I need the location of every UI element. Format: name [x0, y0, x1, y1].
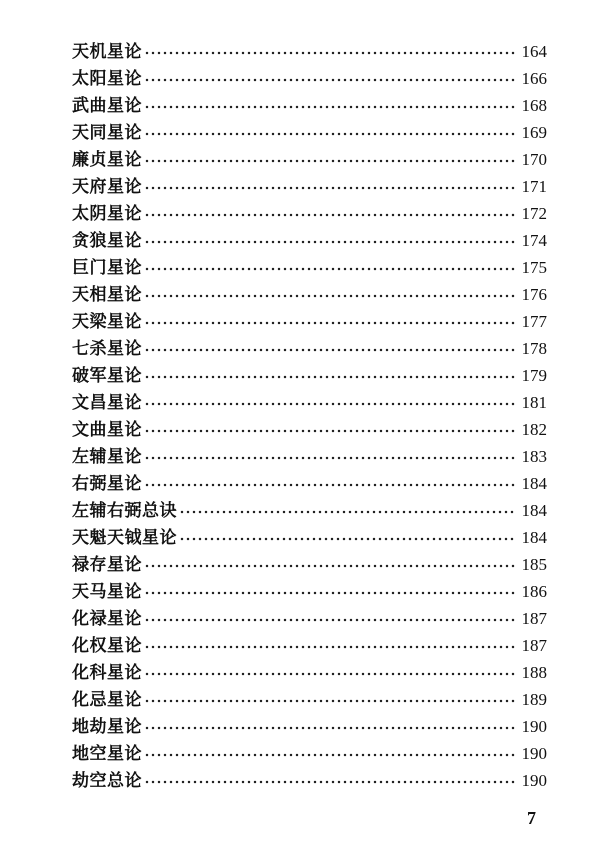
toc-entry-title: 化忌星论	[72, 690, 142, 710]
dot-leader	[179, 507, 515, 516]
toc-entry-title: 天同星论	[72, 123, 142, 143]
toc-entry-title: 天机星论	[72, 42, 142, 62]
dot-leader	[144, 561, 515, 570]
toc-entry-title: 天府星论	[72, 177, 142, 197]
toc-entry-page: 186	[521, 582, 547, 601]
toc-entry-page: 164	[521, 42, 547, 61]
toc-entry-page: 185	[521, 555, 547, 574]
dot-leader	[144, 48, 515, 57]
toc-entry	[72, 443, 547, 470]
toc-entry-title: 右弼星论	[72, 474, 142, 494]
toc-entry-page: 171	[521, 177, 547, 196]
toc-entry-title: 巨门星论	[72, 258, 142, 278]
toc-entry	[72, 281, 547, 308]
toc-entry-page: 189	[521, 690, 547, 709]
toc-entry-title: 天魁天钺星论	[72, 528, 177, 548]
toc-entry-page: 187	[521, 636, 547, 655]
toc-entry-title: 天相星论	[72, 285, 142, 305]
toc-entry	[72, 578, 547, 605]
toc-entry-page: 178	[521, 339, 547, 358]
dot-leader	[144, 399, 515, 408]
dot-leader	[144, 318, 515, 327]
toc-entry-page: 187	[521, 609, 547, 628]
toc-entry-page: 166	[521, 69, 547, 88]
toc-entry-page: 182	[521, 420, 547, 439]
toc-entry	[72, 146, 547, 173]
toc-entry	[72, 686, 547, 713]
dot-leader	[144, 615, 515, 624]
dot-leader	[144, 237, 515, 246]
toc-entry	[72, 119, 547, 146]
toc-entry	[72, 389, 547, 416]
toc-entry-title: 贪狼星论	[72, 231, 142, 251]
toc-entry-page: 190	[521, 717, 547, 736]
toc-entry-page: 169	[521, 123, 547, 142]
dot-leader	[144, 129, 515, 138]
dot-leader	[144, 696, 515, 705]
dot-leader	[144, 480, 515, 489]
toc-entry-page: 175	[521, 258, 547, 277]
toc-entry-page: 176	[521, 285, 547, 304]
dot-leader	[144, 777, 515, 786]
dot-leader	[144, 453, 515, 462]
toc-entry-page: 177	[521, 312, 547, 331]
toc-entry-title: 太阴星论	[72, 204, 142, 224]
toc-entry-title: 化禄星论	[72, 609, 142, 629]
toc-entry-page: 170	[521, 150, 547, 169]
toc-entry-title: 天梁星论	[72, 312, 142, 332]
toc-entry	[72, 767, 547, 794]
table-of-contents	[72, 38, 547, 794]
toc-entry-page: 190	[521, 771, 547, 790]
toc-entry-title: 化科星论	[72, 663, 142, 683]
toc-entry	[72, 335, 547, 362]
dot-leader	[144, 588, 515, 597]
toc-entry-title: 左辅右弼总诀	[72, 501, 177, 521]
dot-leader	[144, 264, 515, 273]
toc-entry	[72, 551, 547, 578]
toc-entry	[72, 200, 547, 227]
dot-leader	[179, 534, 515, 543]
dot-leader	[144, 750, 515, 759]
toc-entry-page: 179	[521, 366, 547, 385]
toc-entry	[72, 740, 547, 767]
toc-entry	[72, 416, 547, 443]
dot-leader	[144, 669, 515, 678]
dot-leader	[144, 345, 515, 354]
dot-leader	[144, 183, 515, 192]
toc-entry	[72, 254, 547, 281]
toc-entry	[72, 524, 547, 551]
dot-leader	[144, 156, 515, 165]
toc-entry	[72, 713, 547, 740]
toc-entry-title: 七杀星论	[72, 339, 142, 359]
dot-leader	[144, 291, 515, 300]
toc-entry	[72, 362, 547, 389]
toc-entry-title: 破军星论	[72, 366, 142, 386]
dot-leader	[144, 75, 515, 84]
page-number: 7	[527, 808, 536, 828]
toc-entry	[72, 227, 547, 254]
toc-entry-page: 184	[521, 501, 547, 520]
toc-entry-title: 左辅星论	[72, 447, 142, 467]
toc-entry-page: 172	[521, 204, 547, 223]
toc-entry	[72, 92, 547, 119]
toc-entry-title: 劫空总论	[72, 771, 142, 791]
toc-entry	[72, 173, 547, 200]
toc-entry	[72, 632, 547, 659]
toc-entry	[72, 65, 547, 92]
toc-entry-page: 184	[521, 528, 547, 547]
toc-entry	[72, 308, 547, 335]
toc-entry-page: 183	[521, 447, 547, 466]
dot-leader	[144, 426, 515, 435]
toc-entry	[72, 38, 547, 65]
toc-entry-page: 184	[521, 474, 547, 493]
toc-entry-page: 188	[521, 663, 547, 682]
toc-entry-title: 地空星论	[72, 744, 142, 764]
toc-entry	[72, 659, 547, 686]
toc-entry	[72, 497, 547, 524]
dot-leader	[144, 642, 515, 651]
toc-entry-title: 文昌星论	[72, 393, 142, 413]
toc-entry-title: 地劫星论	[72, 717, 142, 737]
toc-entry-title: 禄存星论	[72, 555, 142, 575]
toc-entry-page: 174	[521, 231, 547, 250]
dot-leader	[144, 210, 515, 219]
toc-entry-page: 181	[521, 393, 547, 412]
dot-leader	[144, 372, 515, 381]
toc-entry-page: 190	[521, 744, 547, 763]
dot-leader	[144, 102, 515, 111]
toc-entry-title: 廉贞星论	[72, 150, 142, 170]
toc-entry-page: 168	[521, 96, 547, 115]
toc-entry-title: 文曲星论	[72, 420, 142, 440]
toc-entry	[72, 470, 547, 497]
toc-entry	[72, 605, 547, 632]
dot-leader	[144, 723, 515, 732]
toc-entry-title: 天马星论	[72, 582, 142, 602]
toc-entry-title: 武曲星论	[72, 96, 142, 116]
toc-entry-title: 太阳星论	[72, 69, 142, 89]
toc-entry-title: 化权星论	[72, 636, 142, 656]
